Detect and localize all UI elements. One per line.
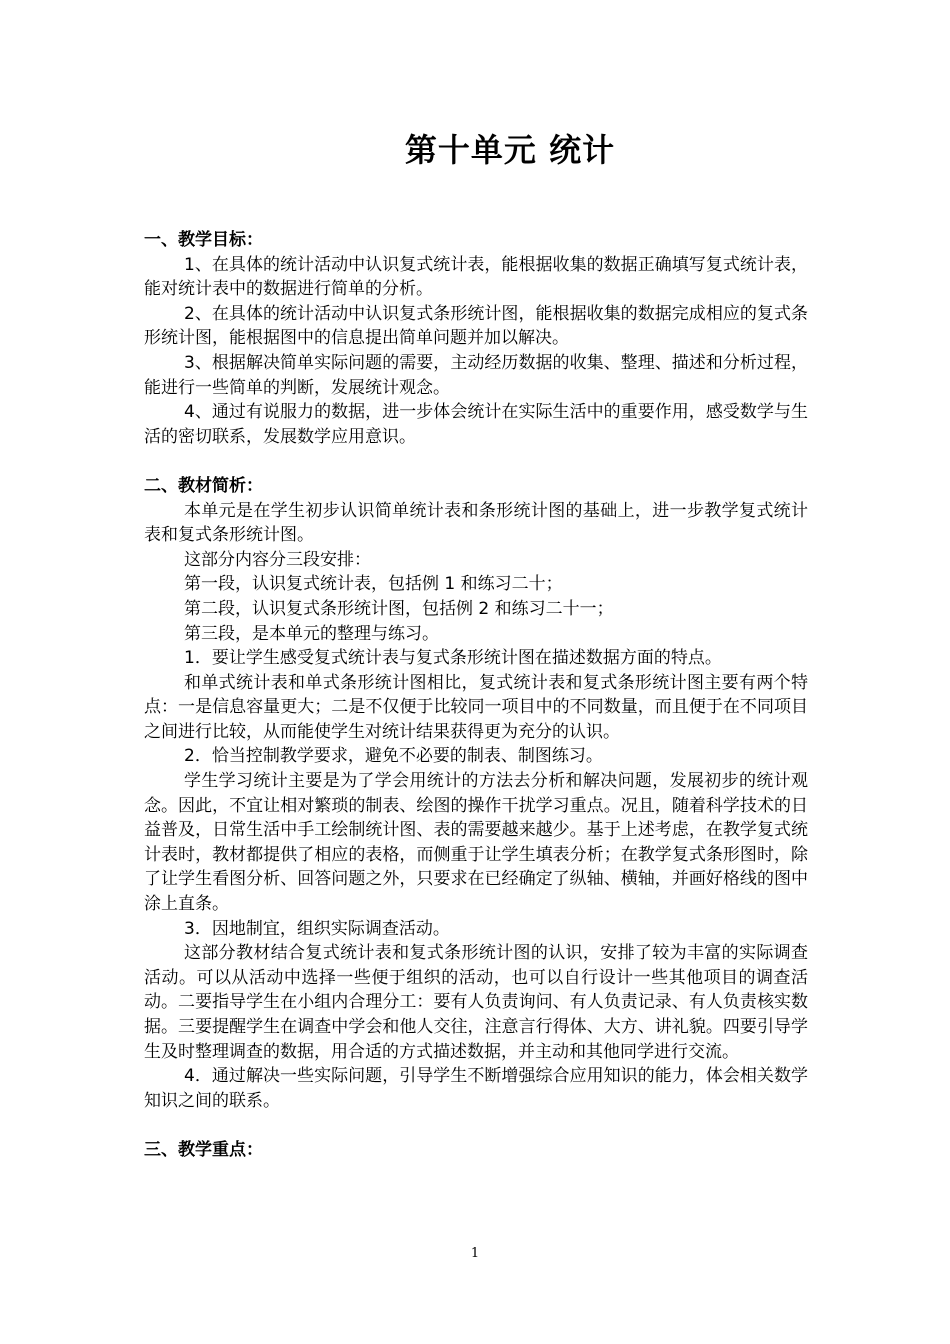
section-heading-material-analysis: 二、教材简析： [144,475,263,496]
section-heading-objectives: 一、教学目标： [144,230,263,250]
document-title: 第十单元 统计 [404,131,616,169]
paragraph: 3、根据解决简单实际问题的需要，主动经历数据的收集、整理、描述和分析过程，能进行一些简单的判断，发展统计观念。 [144,352,808,398]
paragraph: 2．恰当控制教学要求，避免不必要的制表、制图练习。 [184,746,603,767]
paragraph: 第三段，是本单元的整理与练习。 [184,623,439,644]
section-heading-teaching-focus: 三、教学重点： [144,1139,263,1160]
paragraph: 第一段，认识复式统计表，包括例 1 和练习二十； [184,574,563,595]
document-body [144,228,808,1163]
paragraph: 这部分教材结合复式统计表和复式条形统计图的认识，安排了较为丰富的实际调查活动。可以从活动中选择一些便于组织的活动，也可以自行设计一些其他项目的调查活动。二要指导学生在小组内合理分工：要有人负责询问、有人负责记录、有人负责核实数据。三要提醒学生在调查中学会和他人交往，注意言行得体、大方、讲礼貌。四要引导学生及时整理调查的数据，用合适的方式描述数据，并主动和其他同学进行交流。 [144,943,808,1062]
paragraph: 1．要让学生感受复式统计表与复式条形统计图在描述数据方面的特点。 [184,648,722,669]
section-spacer [144,449,808,474]
paragraph: 这部分内容分三段安排： [184,549,371,570]
paragraph: 1、在具体的统计活动中认识复式统计表，能根据收集的数据正确填写复式统计表，能对统计表中的数据进行简单的分析。 [144,254,808,300]
paragraph: 2、在具体的统计活动中认识复式条形统计图，能根据收集的数据完成相应的复式条形统计图，能根据图中的信息提出简单问题并加以解决。 [144,303,808,349]
paragraph: 4．通过解决一些实际问题，引导学生不断增强综合应用知识的能力，体会相关数学知识之间的联系。 [144,1066,808,1111]
paragraph: 和单式统计表和单式条形统计图相比，复式统计表和复式条形统计图主要有两个特点：一是信息容量更大；二是不仅便于比较同一项目中的不同数量，而且便于在不同项目之间进行比较，从而能使学生对统计结果获得更为充分的认识。 [144,672,808,742]
paragraph: 第二段，认识复式条形统计图，包括例 2 和练习二十一； [184,598,614,619]
paragraph: 4、通过有说服力的数据，进一步体会统计在实际生活中的重要作用，感受数学与生活的密切联系，发展数学应用意识。 [144,402,808,447]
paragraph: 3．因地制宜，组织实际调查活动。 [184,918,450,939]
paragraph: 本单元是在学生初步认识简单统计表和条形统计图的基础上，进一步教学复式统计表和复式条形统计图。 [144,500,808,546]
section-spacer [144,1113,808,1138]
paragraph: 学生学习统计主要是为了学会用统计的方法去分析和解决问题，发展初步的统计观念。因此，不宜让相对繁琐的制表、绘图的操作干扰学习重点。况且，随着科学技术的日益普及，日常生活中手工绘制统计图、表的需要越来越少。基于上述考虑，在教学复式统计表时，教材都提供了相应的表格，而侧重于让学生填表分析；在教学复式条形图时，除了让学生看图分析、回答问题之外，只要求在已经确定了纵轴、横轴，并画好格线的图中涂上直条。 [144,771,808,915]
page-number: 1 [470,1246,480,1261]
